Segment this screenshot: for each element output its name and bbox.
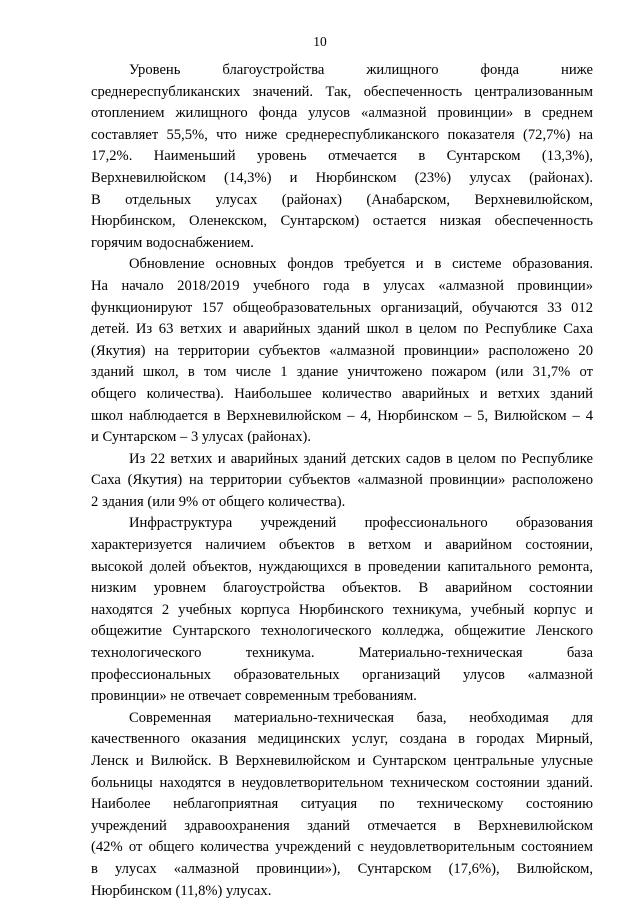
text-line: больницы находятся в неудовлетворительном техническом состоянии зданий. — [91, 774, 593, 791]
text-line: Наиболее неблагоприятная ситуация по техническому состоянию — [91, 796, 593, 813]
text-line: технологического техникума. Материально-техническая база — [91, 645, 593, 662]
text-line: характеризуется наличием объектов в ветхом и аварийном состоянии, — [91, 537, 593, 554]
paragraph — [91, 708, 593, 902]
text-line: Верхневилюйском (14,3%) и Нюрбинском (23%) улусах (районах). — [91, 169, 593, 186]
text-line: Инфраструктура учреждений профессионального образования — [129, 515, 593, 532]
paragraph — [91, 60, 593, 254]
text-line: низким уровнем благоустройства объектов. В аварийном состоянии — [91, 580, 593, 597]
text-line: в улусах «алмазной провинции»), Сунтарском (17,6%), Вилюйском, — [91, 860, 593, 877]
text-line: 17,2%. Наименьший уровень отмечается в Сунтарском (13,3%), — [91, 148, 593, 165]
text-line: провинции» не отвечает современным требованиям. — [91, 688, 417, 705]
text-line: среднереспубликанских значений. Так, обеспеченность централизованным — [91, 83, 593, 100]
text-line: и Сунтарском – 3 улусах (районах). — [91, 429, 312, 446]
text-line: находятся 2 учебных корпуса Нюрбинского техникума, учебный корпус и — [91, 601, 593, 618]
text-line: школ наблюдается в Верхневилюйском – 4, Нюрбинском – 5, Вилюйском – 4 — [91, 407, 593, 424]
paragraph — [91, 254, 593, 448]
paragraph — [91, 449, 593, 514]
text-line: профессиональных образовательных организаций улусов «алмазной — [91, 666, 593, 683]
text-line: общего количества). Наибольшее количество аварийных и ветхих зданий — [91, 385, 593, 402]
text-line: общежитие Сунтарского технологического колледжа, общежитие Ленского — [91, 623, 593, 640]
text-line: Уровень благоустройства жилищного фонда ниже — [129, 62, 593, 78]
text-line: учреждений здравоохранения зданий отмечается в Верхневилюйском — [91, 817, 593, 834]
text-line: функционируют 157 общеобразовательных организаций, обучаются 33 012 — [91, 299, 593, 316]
text-line: (42% от общего количества учреждений с неудовлетворительным состоянием — [91, 839, 593, 856]
text-line: Из 22 ветхих и аварийных зданий детских садов в целом по Республике — [129, 450, 593, 467]
text-line: 2 здания (или 9% от общего количества). — [91, 493, 346, 510]
text-line: Современная материально-техническая база, необходимая для — [129, 709, 593, 726]
text-line: Нюрбинском, Оленекском, Сунтарском) остается низкая обеспеченность — [91, 213, 593, 230]
text-line: детей. Из 63 ветхих и аварийных зданий школ в целом по Республике Саха — [91, 321, 593, 338]
text-line: составляет 55,5%, что ниже среднереспубликанского показателя (72,7%) на — [91, 126, 593, 143]
text-line: Обновление основных фондов требуется и в системе образования. — [129, 256, 593, 273]
text-line: зданий школ, в том числе 1 здание уничтожено пожаром (или 31,7% от — [91, 364, 593, 381]
text-line: горячим водоснабжением. — [91, 234, 254, 251]
text-line: В отдельных улусах (районах) (Анабарском, Верхневилюйском, — [91, 191, 593, 208]
document-body — [91, 60, 593, 902]
page-number: 10 — [313, 34, 327, 49]
text-line: Ленск и Вилюйск. В Верхневилюйском и Сунтарском центральные улусные — [91, 753, 593, 769]
text-line: (Якутия) на территории субъектов «алмазной провинции» расположено 20 — [91, 342, 593, 359]
text-line: высокой долей объектов, нуждающихся в проведении капитального ремонта, — [91, 558, 593, 575]
text-line: Нюрбинском (11,8%) улусах. — [91, 882, 272, 899]
text-line: отоплением жилищного фонда улусов «алмазной провинции» в среднем — [91, 105, 593, 122]
text-line: На начало 2018/2019 учебного года в улусах «алмазной провинции» — [91, 277, 593, 294]
text-line: Саха (Якутия) на территории субъектов «алмазной провинции» расположено — [91, 472, 593, 489]
text-line: качественного оказания медицинских услуг, создана в городах Мирный, — [91, 731, 593, 748]
paragraph — [91, 513, 593, 707]
